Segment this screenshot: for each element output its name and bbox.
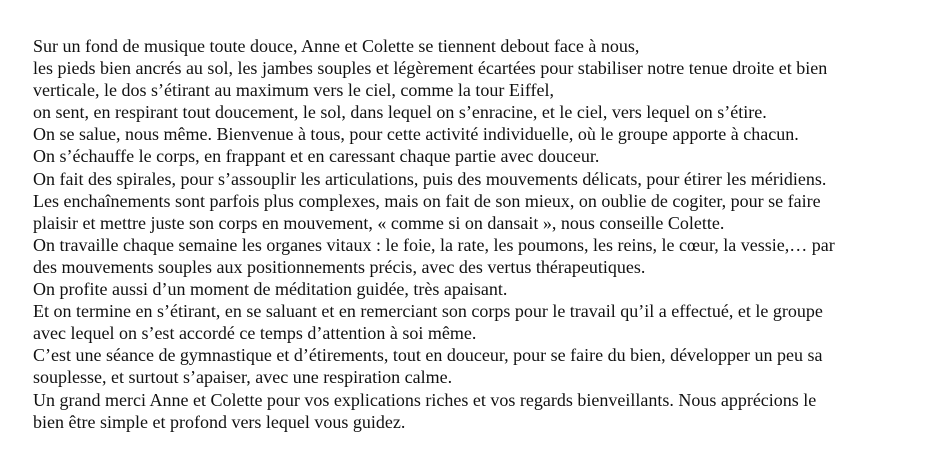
paragraph xyxy=(33,389,925,433)
paragraph xyxy=(33,123,925,145)
paragraph xyxy=(33,234,925,278)
text-line: on sent, en respirant tout doucement, le sol, dans lequel on s’enracine, et le ciel, vers lequel on s’étire. xyxy=(33,102,767,123)
text-line: des mouvements souples aux positionnements précis, avec des vertus thérapeutiques. xyxy=(33,256,646,277)
text-line: souplesse, et surtout s’apaiser, avec une respiration calme. xyxy=(33,367,453,388)
text-line: Les enchaînements sont parfois plus complexes, mais on fait de son mieux, on oublie de cogiter, pour se faire xyxy=(33,190,821,211)
text-line: On se salue, nous même. Bienvenue à tous, pour cette activité individuelle, où le groupe apporte à chacun. xyxy=(33,124,799,145)
paragraph xyxy=(33,35,925,57)
text-line: Et on termine en s’étirant, en se saluant et en remerciant son corps pour le travail qu’il a effectué, et le groupe xyxy=(33,301,823,322)
text-line: On s’échauffe le corps, en frappant et en caressant chaque partie avec douceur. xyxy=(33,146,600,167)
text-line: Sur un fond de musique toute douce, Anne et Colette se tiennent debout face à nous, xyxy=(33,36,640,56)
text-line: plaisir et mettre juste son corps en mouvement, « comme si on dansait », nous conseille Colette. xyxy=(33,212,725,233)
text-line: On travaille chaque semaine les organes vitaux : le foie, la rate, les poumons, les reins, le cœur, la vessie,… par xyxy=(33,234,835,255)
document-body xyxy=(33,35,925,433)
paragraph xyxy=(33,190,925,234)
paragraph xyxy=(33,300,925,344)
text-line: Un grand merci Anne et Colette pour vos explications riches et vos regards bienveillants. Nous apprécions le xyxy=(33,389,817,410)
text-line: bien être simple et profond vers lequel vous guidez. xyxy=(33,411,406,432)
text-line: les pieds bien ancrés au sol, les jambes souples et légèrement écartées pour stabiliser notre tenue droite et bien xyxy=(33,58,828,79)
text-line: C’est une séance de gymnastique et d’étirements, tout en douceur, pour se faire du bien, développer un peu sa xyxy=(33,345,823,366)
paragraph xyxy=(33,344,925,388)
text-line: On fait des spirales, pour s’assouplir les articulations, puis des mouvements délicats, pour étirer les méridiens. xyxy=(33,168,827,189)
paragraph xyxy=(33,278,925,300)
text-line: On profite aussi d’un moment de méditation guidée, très apaisant. xyxy=(33,279,508,300)
text-line: verticale, le dos s’étirant au maximum vers le ciel, comme la tour Eiffel, xyxy=(33,80,554,101)
paragraph xyxy=(33,57,925,101)
paragraph xyxy=(33,145,925,167)
paragraph xyxy=(33,168,925,190)
text-line: avec lequel on s’est accordé ce temps d’attention à soi même. xyxy=(33,323,477,344)
paragraph xyxy=(33,101,925,123)
